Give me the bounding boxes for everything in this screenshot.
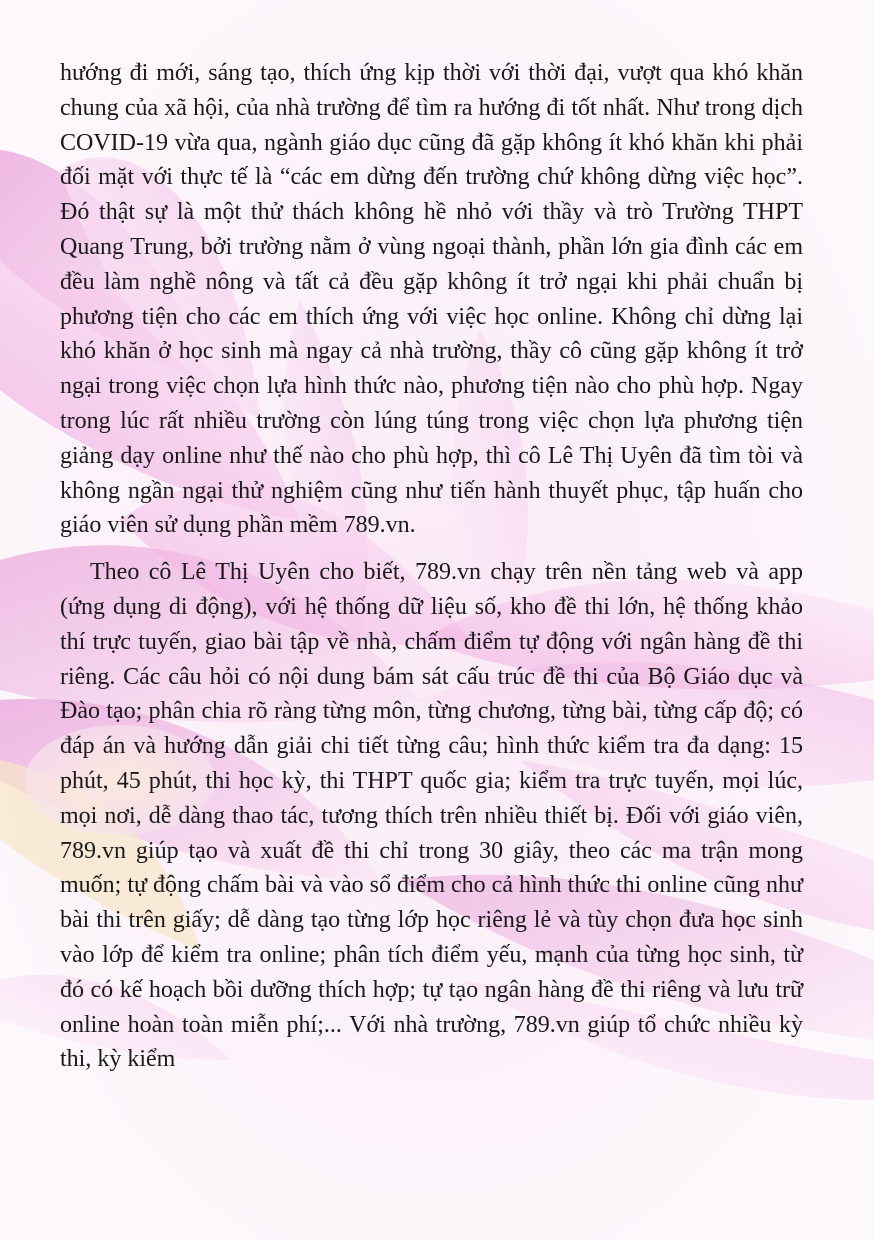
body-paragraph: Theo cô Lê Thị Uyên cho biết, 789.vn chạy trên nền tảng web và app (ứng dụng di động), với hệ thống dữ liệu số, kho đề thi lớn, hệ thống khảo thí trực tuyến, giao bài tập về nhà, chấm điểm tự động với ngân hàng đề thi riêng. Các câu hỏi có nội dung bám sát cấu trúc đề thi của Bộ Giáo dục và Đào tạo; phân chia rõ ràng từng môn, từng chương, từng bài, từng cấp độ; có đáp án và hướng dẫn giải chi tiết từng câu; hình thức kiểm tra đa dạng: 15 phút, 45 phút, thi học kỳ, thi THPT quốc gia; kiểm tra trực tuyến, mọi lúc, mọi nơi, dễ dàng thao tác, tương thích trên nhiều thiết bị. Đối với giáo viên, 789.vn giúp tạo và xuất đề thi chỉ trong 30 giây, theo các ma trận mong muốn; tự động chấm bài và vào sổ điểm cho cả hình thức thi online cũng như bài thi trên giấy; dễ dàng tạo từng lớp học riêng lẻ và tùy chọn đưa học sinh vào lớp để kiểm tra online; phân tích điểm yếu, mạnh của từng học sinh, từ đó có kế hoạch bồi dưỡng thích hợp; tự tạo ngân hàng đề thi riêng và lưu trữ online hoàn toàn miễn phí;... Với nhà trường, 789.vn giúp tổ chức nhiều kỳ thi, kỳ kiểm xyxy=(60,559,803,1073)
body-paragraph: hướng đi mới, sáng tạo, thích ứng kịp thời với thời đại, vượt qua khó khăn chung của xã hội, của nhà trường để tìm ra hướng đi tốt nhất. Như trong dịch COVID-19 vừa qua, ngành giáo dục cũng đã gặp không ít khó khăn khi phải đối mặt với thực tế là “các em dừng đến trường chứ không dừng việc học”. Đó thật sự là một thử thách không hề nhỏ với thầy và trò Trường THPT Quang Trung, bởi trường nằm ở vùng ngoại thành, phần lớn gia đình các em đều làm nghề nông và tất cả đều gặp không ít trở ngại khi phải chuẩn bị phương tiện cho các em thích ứng với việc học online. Không chỉ dừng lại khó khăn ở học sinh mà ngay cả nhà trường, thầy cô cũng gặp không ít trở ngại trong việc chọn lựa hình thức nào, phương tiện nào cho phù hợp. Ngay trong lúc rất nhiều trường còn lúng túng trong việc chọn lựa phương tiện giảng dạy online như thế nào cho phù hợp, thì cô Lê Thị Uyên đã tìm tòi và không ngần ngại thử nghiệm cũng như tiến hành thuyết phục, tập huấn cho giáo viên sử dụng phần mềm 789.vn. xyxy=(60,60,803,539)
article-body xyxy=(60,56,803,1077)
